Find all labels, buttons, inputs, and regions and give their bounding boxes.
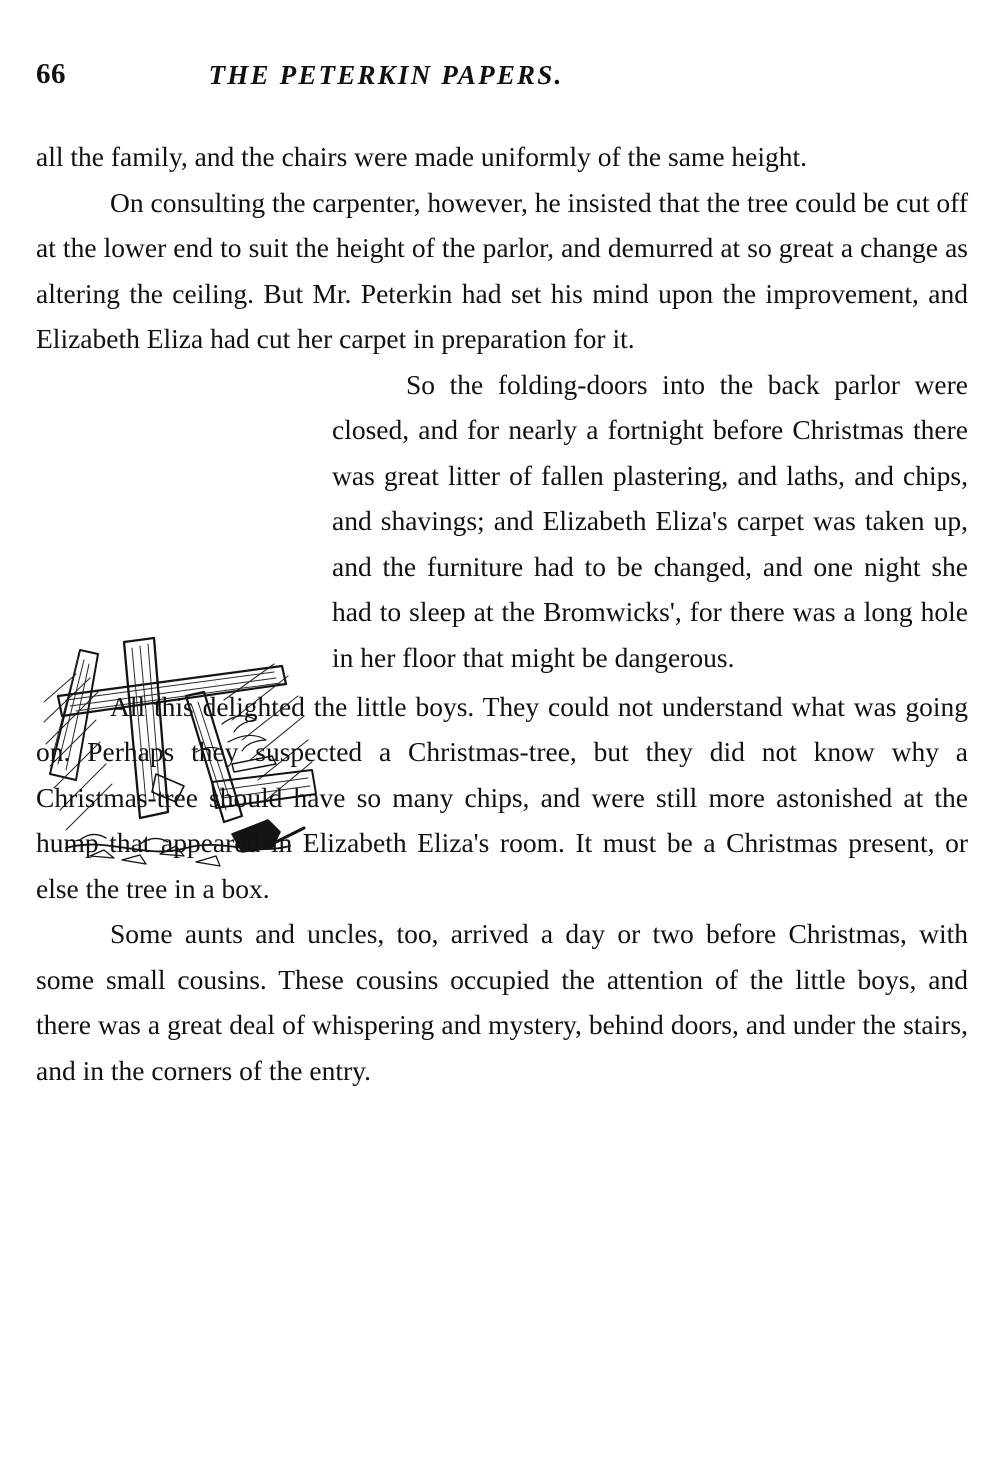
running-head: THE PETERKIN PAPERS. bbox=[208, 60, 564, 90]
paragraph: All this delighted the little boys. They could not understand what was going on. Perhaps they suspected a Christmas-tree, but they did not know why a Christmas-tree should have so many chips, and were still more astonished at the hump that appeared in Elizabeth Eliza's room. It must be a Christmas present, or else the tree in a box. bbox=[36, 690, 968, 904]
paragraph: Some aunts and uncles, too, arrived a day or two before Christmas, with some small cousins. These cousins occupied the attention of the little boys, and there was a great deal of whispering and mystery, behind doors, and under the stairs, and in the corners of the entry. bbox=[36, 918, 968, 1086]
paragraph: all the family, and the chairs were made uniformly of the same height. bbox=[36, 141, 808, 172]
page-number: 66 bbox=[36, 58, 66, 90]
illustration-text-wrap-spacer bbox=[36, 384, 332, 684]
paragraph: On consulting the carpenter, however, he insisted that the tree could be cut off at the lower end to suit the height of the parlor, and demurred at so great a change as altering the ceiling. But Mr. Peterkin had set his mind upon the improvement, and Elizabeth Eliza had cut her carpet in preparation for it. bbox=[36, 186, 968, 354]
paragraph: So the folding-doors into the back parlor were closed, and for nearly a fortnight before Christmas there was great litter of fallen plastering, and laths, and chips, and shavings; and Elizabeth Eliza's carpet was taken up, and the furniture had to be changed, and one night she had to sleep at the Bromwicks', for there was a long hole in her floor that might be dangerous. bbox=[332, 368, 968, 673]
text-column bbox=[36, 134, 968, 1093]
page-header bbox=[36, 58, 964, 102]
